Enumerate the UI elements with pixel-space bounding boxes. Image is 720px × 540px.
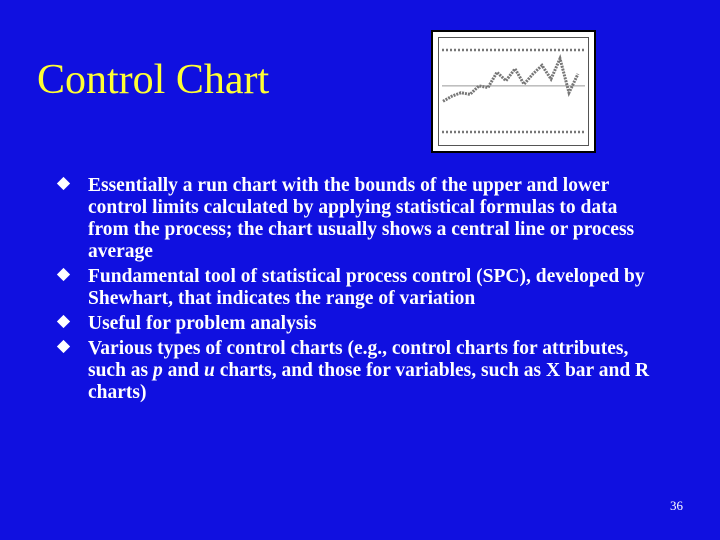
bullet-text: Essentially a run chart with the bounds of the upper and lower control limits calculated by applying statistical formulas to data from the process; the chart usually shows a central line or process average [88,175,635,262]
bullet-text: Useful for problem analysis [88,313,317,334]
process-data-line [443,59,578,102]
bullet-item [58,338,658,404]
control-chart-icon [433,32,594,151]
bullet-text-italic: p [153,360,163,381]
bullet-text: Fundamental tool of statistical process control (SPC), developed by Shewhart, that indicates the range of variation [88,266,645,309]
bullet-text-italic: u [203,360,215,381]
bullet-text-part: and [162,360,204,381]
bullet-text-part: Various types of control charts (e.g., control charts for attributes, such as [88,338,629,381]
slide-title: Control Chart [37,57,270,103]
bullet-diamond-icon [57,340,70,353]
bullet-item [58,266,658,310]
bullet-diamond-icon [57,268,70,281]
bullet-diamond-icon [57,315,70,328]
page-number: 36 [670,498,683,513]
bullet-list [58,175,658,407]
bullet-item [58,313,658,335]
bullet-text-part: charts, and those for variables, such as X bar and R charts) [88,360,650,403]
bullet-item [58,175,658,263]
bullet-diamond-icon [57,177,70,190]
bullet-text [88,338,649,403]
control-chart-thumbnail [431,30,596,153]
